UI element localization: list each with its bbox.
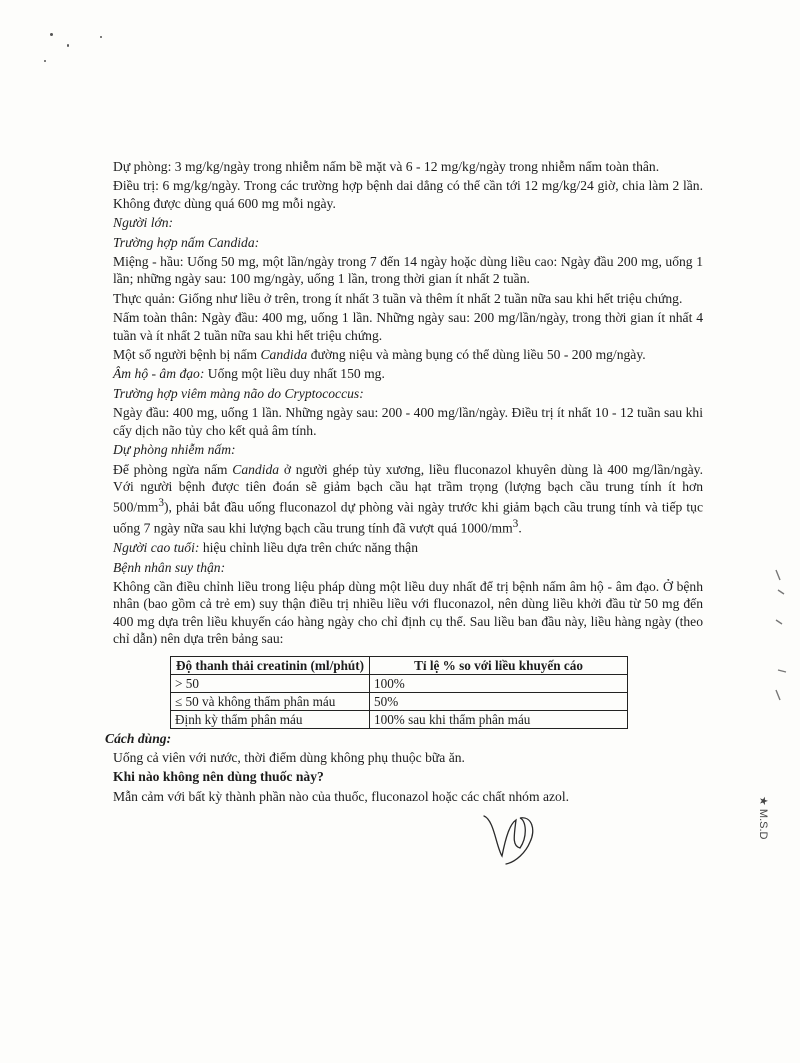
table-row (171, 692, 628, 710)
heading-contraindications: Khi nào không nên dùng thuốc này? (113, 769, 324, 785)
paragraph-cryptococcus: Ngày đầu: 400 mg, uống 1 lần. Những ngày sau: 200 - 400 mg/lần/ngày. Điều trị ít nhất 10 - 12 tuần sau khi cấy dịch não tủy cho kết quả âm tính. (113, 405, 703, 438)
paragraph-prevention (113, 461, 703, 538)
scan-speck (67, 44, 69, 47)
text-run: ở người ghép tủy xương, liều fluconazol khuyên dùng là 400 mg/lần/ngày. Với người bệnh được tiên đoán sẽ giảm bạch cầu hạt trầm trọng (lượng bạch cầu trung tính ít hơn 500/mm (113, 461, 703, 515)
renal-dose-table (170, 656, 628, 729)
superscript: 3 (158, 497, 164, 510)
scan-speck (100, 36, 102, 38)
table-cell-percent: 50% (370, 692, 628, 710)
paragraph-usage: Uống cả viên với nước, thời điểm dùng không phụ thuộc bữa ăn. (113, 750, 465, 766)
table-cell-clearance: > 50 (171, 674, 370, 692)
table-row (171, 710, 628, 728)
paragraph-contraindications: Mẫn cảm với bất kỳ thành phần nào của thuốc, fluconazol hoặc các chất nhóm azol. (113, 788, 569, 804)
heading-cryptococcus: Trường hợp viêm màng não do Cryptococcus: (113, 385, 364, 401)
paragraph-urinary-candida (113, 346, 703, 363)
page-edge-stamp-marks (770, 560, 794, 710)
table-cell-percent: 100% sau khi thẩm phân máu (370, 710, 628, 728)
text-run: Để phòng ngừa nấm (113, 461, 233, 477)
paragraph-elderly (113, 539, 703, 556)
paragraph-renal: Không cần điều chỉnh liều trong liệu pháp dùng một liều duy nhất để trị bệnh nấm âm hộ - âm đạo. Ở bệnh nhân (bao gồm cả trẻ em) suy thận điều trị nhiều liều với fluconazol, nên dùng liều khởi đầu từ 50 mg đến 400 mg dựa trên liều khuyến cáo hàng ngày cho chỉ định cụ thể. Sau liều ban đầu này, liều hàng ngày (theo chỉ dẫn) nên dựa trên bảng sau: (113, 579, 703, 647)
paragraph-systemic: Nấm toàn thân: Ngày đầu: 400 mg, uống 1 lần. Những ngày sau: 200 mg/lần/ngày, trong thời gian ít nhất 4 tuần và ít nhất 2 tuần nữa sau khi hết triệu chứng. (113, 310, 703, 343)
heading-prevention: Dự phòng nhiễm nấm: (113, 442, 236, 458)
table-cell-clearance: ≤ 50 và không thẩm phân máu (171, 692, 370, 710)
scan-speck (50, 33, 53, 36)
text-run: ), phải bắt đầu uống fluconazol dự phòng vài ngày trước khi giảm bạch cầu trung tính và tiếp tục uống 7 ngày nữa sau khi lượng bạch cầu trung tính đã vượt quá 1000/mm (113, 499, 703, 536)
table-cell-clearance: Định kỳ thẩm phân máu (171, 710, 370, 728)
paragraph-oropharyngeal: Miệng - hầu: Uống 50 mg, một lần/ngày trong 7 đến 14 ngày hoặc dùng liều cao: Ngày đầu 200 mg, uống 1 lần; những ngày sau: 100 mg/ngày, uống 1 lần, trong thời gian ít nhất 2 tuần. (113, 254, 703, 287)
text-run-italic: Người cao tuổi: (113, 540, 200, 556)
table-cell-percent: 100% (370, 674, 628, 692)
paragraph-prophylaxis-dose: Dự phòng: 3 mg/kg/ngày trong nhiễm nấm bề mặt và 6 - 12 mg/kg/ngày trong nhiễm nấm toàn thân. (113, 159, 660, 174)
table-header-clearance: Độ thanh thải creatinin (ml/phút) (171, 656, 370, 674)
text-run-italic: Âm hộ - âm đạo: (113, 366, 205, 382)
table-row (171, 674, 628, 692)
paragraph-vaginal (113, 365, 703, 382)
handwritten-signature (476, 806, 546, 868)
heading-usage: Cách dùng: (105, 730, 172, 746)
superscript: 3 (512, 518, 519, 531)
text-run-italic: Candida (232, 461, 280, 477)
text-run-italic: Candida (260, 347, 308, 363)
paragraph-esophageal: Thực quản: Giống như liều ở trên, trong ít nhất 3 tuần và thêm ít nhất 2 tuần nữa sau khi hết triệu chứng. (113, 290, 683, 306)
heading-renal: Bệnh nhân suy thận: (113, 559, 226, 575)
heading-candida: Trường hợp nấm Candida: (113, 234, 260, 250)
margin-stamp: ★ M.S.D (757, 796, 769, 840)
heading-adults: Người lớn: (113, 215, 174, 231)
document-body (105, 158, 703, 807)
text-run: hiệu chỉnh liều dựa trên chức năng thận (199, 540, 418, 556)
text-run: Uống một liều duy nhất 150 mg. (204, 366, 385, 382)
paragraph-treatment-dose: Điều trị: 6 mg/kg/ngày. Trong các trường hợp bệnh dai dẳng có thể cần tới 12 mg/kg/24 giờ, chia làm 2 lần. Không được dùng quá 600 mg mỗi ngày. (113, 178, 703, 211)
table-header-percent: Tỉ lệ % so với liều khuyến cáo (370, 656, 628, 674)
scan-speck (44, 60, 46, 62)
text-run: Một số người bệnh bị nấm (113, 347, 261, 363)
table-header-row (171, 656, 628, 674)
text-run: . (518, 520, 522, 536)
text-run: đường niệu và màng bụng có thể dùng liều 50 - 200 mg/ngày. (307, 347, 646, 363)
